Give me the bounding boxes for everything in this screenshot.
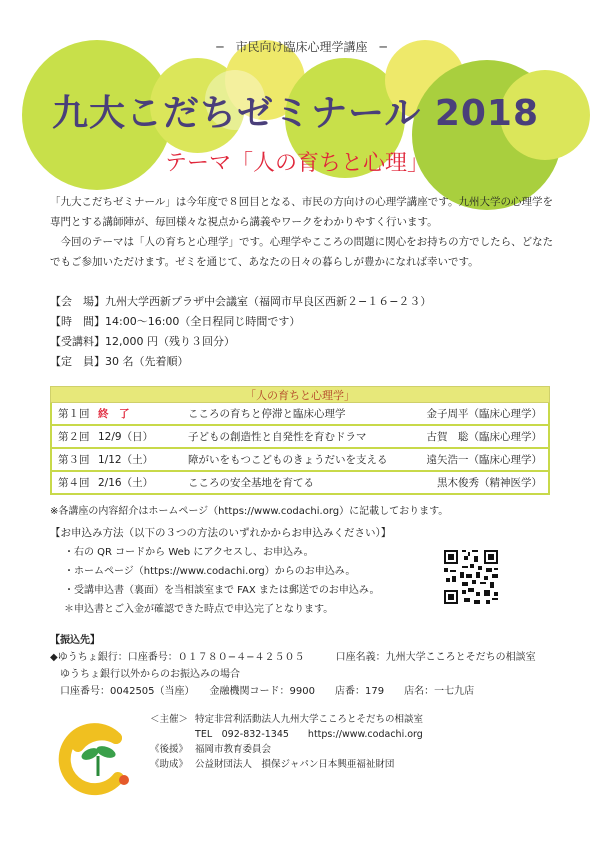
page-title: 九大こだちゼミナール 2018 [52, 93, 540, 134]
page-subtitle: ─ 市民向け臨床心理学講座 ─ [216, 40, 387, 54]
session-date: 終 了 [98, 408, 130, 420]
schedule-heading: 「人の育ちと心理学」 [50, 386, 550, 403]
intro-paragraph-1: 「九大こだちゼミナール」は今年度で８回目となる、市民の方向けの心理学講座です。九州大学の心理学を専門とする講師陣が、毎回様々な視点から講義やワークをわかりやすく行います。 [50, 196, 553, 228]
application-item: ・ホームページ（https://www.codachi.org）からのお申込み。 [64, 566, 356, 577]
theme-title: テーマ「人の育ちと心理」 [165, 151, 430, 176]
host-row [150, 712, 550, 727]
session-date: 1/12（土） [98, 454, 154, 466]
table-row [50, 426, 550, 449]
homepage-note: ※各講座の内容紹介はホームページ（https://www.codachi.org）に記載しております。 [50, 506, 449, 517]
session-lecturer: 黒木俊秀（精神医学） [437, 477, 542, 489]
session-topic: 子どもの創造性と自発性を育むドラマ [188, 431, 367, 443]
event-info [50, 292, 570, 372]
application-item: ・受講申込書（裏面）を当相談室まで FAX または郵送でのお申込み。 [64, 585, 380, 596]
contact-row [150, 727, 550, 742]
host-name: 特定非営利活動法人九州大学こころとそだちの相談室 [195, 714, 424, 725]
bank-title: 【振込先】 [50, 635, 100, 646]
session-number: 第３回 [58, 454, 90, 466]
table-row [50, 472, 550, 495]
table-row [50, 449, 550, 472]
application-item: ＊申込書とご入金が確認できた時点で申込完了となります。 [64, 604, 334, 615]
session-topic: 障がいをもつこどものきょうだいを支える [188, 454, 388, 466]
bank-line-1 [50, 649, 570, 666]
session-topic: こころの安全基地を育てる [188, 477, 314, 489]
application-title: 【お申込み方法（以下の３つの方法のいずれかからお申込みください）】 [50, 527, 392, 539]
schedule-table [50, 386, 550, 495]
session-date: 12/9（日） [98, 431, 154, 443]
session-number: 第１回 [58, 408, 90, 420]
application-item: ・右の QR コードから Web にアクセスし、お申込み。 [64, 547, 314, 558]
time-row: 【時 間】14:00〜16:00（全日程同じ時間です） [50, 315, 301, 328]
grant-name: 公益財団法人 損保ジャパン日本興亜福祉財団 [195, 759, 395, 770]
capacity-row: 【定 員】30 名（先着順） [50, 355, 189, 368]
session-number: 第４回 [58, 477, 90, 489]
qr-code-icon[interactable] [442, 548, 500, 606]
session-lecturer: 古賀 聡（臨床心理学） [426, 431, 542, 443]
contact-info: TEL 092-832-1345 https://www.codachi.org [195, 729, 423, 740]
venue-row: 【会 場】九州大学西新プラザ中会議室（福岡市早良区西新２−１６−２３） [50, 295, 432, 308]
bank-line-3: 口座番号：0042505（当座） 金融機関コード：9900 店番：179 店名：一七九店 [50, 686, 475, 697]
grant-row [150, 757, 550, 772]
table-row [50, 403, 550, 426]
host-label: ＜主催＞ [150, 714, 189, 725]
support-name: 福岡市教育委員会 [195, 744, 272, 755]
bank-line-2: ゆうちょ銀行以外からのお振込みの場合 [50, 669, 240, 680]
bank-transfer-info [50, 632, 570, 700]
intro-paragraph-2: 今回のテーマは「人の育ちと心理学」です。心理学やこころの問題に関心をお持ちの方でしたら、どなたでもご参加いただけます。ゼミを通じて、あなたの日々の暮らしが豊かになれば幸いです。 [50, 236, 554, 268]
session-date: 2/16（土） [98, 477, 154, 489]
session-lecturer: 金子周平（臨床心理学） [426, 408, 542, 420]
organizer-info [150, 712, 550, 772]
bank-account-name: 口座名義：九州大学こころとそだちの相談室 [335, 652, 536, 663]
session-topic: こころの育ちと停滞と臨床心理学 [188, 408, 346, 420]
support-row [150, 742, 550, 757]
session-number: 第２回 [58, 431, 90, 443]
grant-label: 《助成》 [150, 759, 189, 770]
bank-account-number: ◆ゆうちょ銀行：口座番号：０１７８０−４−４２５０５ [50, 652, 305, 663]
session-lecturer: 遠矢浩一（臨床心理学） [426, 454, 542, 466]
organization-logo-icon [56, 716, 140, 800]
support-label: 《後援》 [150, 744, 189, 755]
intro-text [50, 192, 560, 272]
fee-row: 【受講料】12,000 円（残り３回分） [50, 335, 235, 348]
